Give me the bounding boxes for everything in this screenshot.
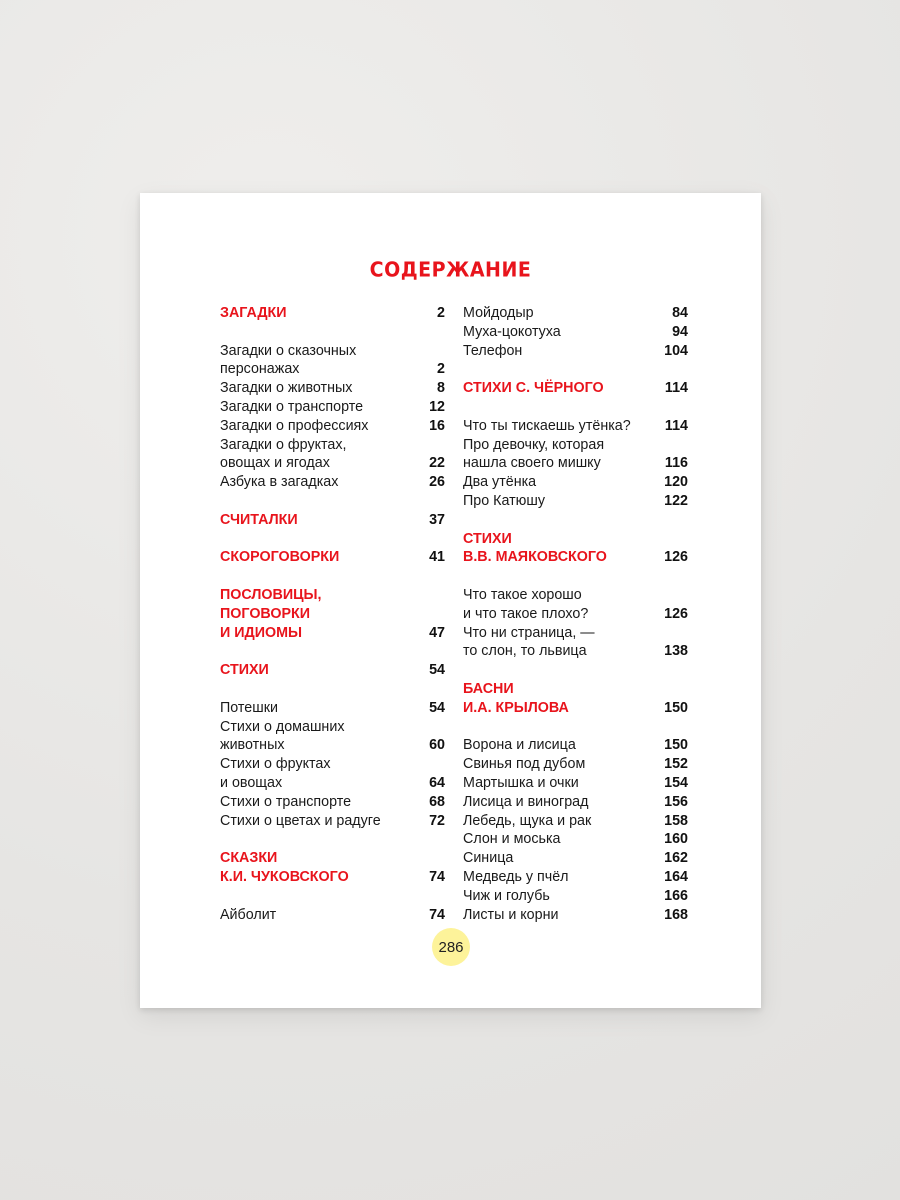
toc-label-line: Что ни страница, — [463, 624, 595, 641]
toc-entry-label [463, 830, 652, 849]
toc-page-number: 64 [429, 774, 445, 791]
toc-section-heading [220, 586, 445, 642]
toc-entry-label [463, 342, 652, 361]
toc-section-label [220, 511, 409, 530]
toc-entry-label [463, 774, 652, 793]
toc-spacer [220, 887, 445, 906]
toc-page-number: 138 [664, 643, 688, 660]
toc-entry [463, 436, 688, 474]
toc-entry [463, 304, 688, 323]
toc-entry [463, 774, 688, 793]
toc-page-number: 116 [664, 455, 688, 472]
toc-label-line: персонажах [220, 361, 300, 378]
toc-section-heading [463, 530, 688, 568]
toc-page-number: 74 [429, 868, 445, 885]
toc-entry-label [463, 812, 652, 831]
toc-page-number: 120 [664, 474, 688, 491]
toc-entry-label [463, 492, 652, 511]
toc-page-number: 54 [429, 662, 445, 679]
toc-entry [220, 718, 445, 756]
toc-right-column [463, 304, 688, 924]
toc-label-line: Чиж и голубь [463, 887, 550, 904]
toc-label-line: Загадки о профессиях [220, 417, 369, 434]
toc-label-line: СТИХИ С. ЧЁРНОГО [463, 380, 604, 397]
toc-entry [463, 830, 688, 849]
toc-page-number: 47 [429, 624, 445, 641]
toc-entry-label [220, 906, 409, 925]
toc-entry-label [463, 586, 652, 624]
toc-page-number: 164 [664, 868, 688, 885]
toc-label-line: Айболит [220, 906, 277, 923]
toc-label-line: Лебедь, щука и рак [463, 812, 592, 829]
toc-entry [463, 812, 688, 831]
toc-entry-label [220, 793, 409, 812]
toc-page-number: 22 [429, 455, 445, 472]
toc-label-line: Что такое хорошо [463, 586, 582, 603]
toc-entry-label [463, 624, 652, 662]
toc-section-label [220, 586, 409, 642]
toc-spacer [220, 642, 445, 661]
toc-label-line: Синица [463, 850, 514, 867]
toc-entry-label [463, 887, 652, 906]
toc-label-line: Свинья под дубом [463, 756, 586, 773]
toc-label-line: Медведь у пчёл [463, 868, 569, 885]
toc-entry [463, 323, 688, 342]
toc-label-line: Азбука в загадках [220, 474, 339, 491]
toc-entry-label [220, 417, 409, 436]
toc-entry-label [463, 793, 652, 812]
toc-section-heading [463, 379, 688, 398]
toc-page-number: 12 [429, 398, 445, 415]
toc-label-line: Лисица и виноград [463, 793, 589, 810]
toc-spacer [463, 718, 688, 737]
toc-page-number: 54 [429, 699, 445, 716]
toc-page-number: 154 [664, 774, 688, 791]
toc-label-line: животных [220, 737, 285, 754]
toc-page-number: 72 [429, 812, 445, 829]
toc-entry [220, 342, 445, 380]
toc-label-line: овощах и ягодах [220, 455, 330, 472]
toc-entry-label [463, 436, 652, 474]
toc-page-number: 160 [664, 831, 688, 848]
toc-page-number: 156 [664, 793, 688, 810]
toc-page-number: 104 [664, 342, 688, 359]
toc-label-line: СКОРОГОВОРКИ [220, 549, 340, 566]
toc-page-number: 84 [672, 305, 688, 321]
toc-entry-label [463, 473, 652, 492]
toc-label-line: Слон и моська [463, 831, 561, 848]
toc-page-number: 8 [437, 380, 445, 397]
book-page [140, 193, 761, 1008]
toc-entry [463, 624, 688, 662]
toc-label-line: Два утёнка [463, 474, 537, 491]
toc-spacer [463, 360, 688, 379]
toc-label-line: СТИХИ [463, 530, 512, 547]
toc-entry [220, 417, 445, 436]
toc-label-line: БАСНИ [463, 680, 514, 697]
toc-label-line: Загадки о сказочных [220, 342, 357, 359]
toc-label-line: Листы и корни [463, 906, 559, 923]
toc-page-number: 150 [664, 737, 688, 754]
toc-label-line: Про девочку, которая [463, 436, 605, 453]
toc-label-line: СЧИТАЛКИ [220, 511, 298, 528]
toc-page-number: 2 [437, 361, 445, 378]
toc-entry [463, 492, 688, 511]
toc-entry-label [463, 304, 652, 323]
toc-entry [220, 398, 445, 417]
toc-page-number: 2 [437, 305, 445, 321]
toc-entry [463, 736, 688, 755]
toc-label-line: И ИДИОМЫ [220, 624, 303, 641]
toc-entry-label [220, 473, 409, 492]
toc-entry-label [463, 906, 652, 925]
toc-section-heading [463, 680, 688, 718]
toc-section-heading [220, 661, 445, 680]
toc-entry [220, 436, 445, 474]
toc-entry [220, 755, 445, 793]
toc-label-line: Про Катюшу [463, 492, 546, 509]
toc-label-line: К.И. ЧУКОВСКОГО [220, 868, 349, 885]
toc-entry-label [463, 755, 652, 774]
toc-section-label [220, 548, 409, 567]
toc-entry-label [220, 398, 409, 417]
toc-entry [463, 887, 688, 906]
toc-entry [463, 849, 688, 868]
toc-entry-label [463, 417, 652, 436]
toc-spacer [463, 661, 688, 680]
toc-entry-label [220, 812, 409, 831]
toc-page-number: 37 [429, 511, 445, 528]
toc-page-number: 122 [664, 492, 688, 509]
toc-label-line: Стихи о транспорте [220, 793, 352, 810]
toc-label-line: В.В. МАЯКОВСКОГО [463, 549, 607, 566]
toc-label-line: Загадки о транспорте [220, 398, 364, 415]
toc-page-number: 26 [429, 474, 445, 491]
toc-section-heading [220, 548, 445, 567]
toc-entry [463, 755, 688, 774]
toc-label-line: Загадки о фруктах, [220, 436, 347, 453]
toc-label-line: и овощах [220, 774, 283, 791]
toc-spacer [463, 511, 688, 530]
toc-label-line: ЗАГАДКИ [220, 305, 287, 321]
toc-spacer [220, 530, 445, 549]
toc-label-line: И.А. КРЫЛОВА [463, 699, 569, 716]
page-title: СОДЕРЖАНИЕ [369, 258, 532, 282]
toc-spacer [220, 830, 445, 849]
toc-section-label [463, 530, 652, 568]
toc-entry [463, 868, 688, 887]
toc-page-number: 168 [664, 906, 688, 923]
toc-label-line: Телефон [463, 342, 523, 359]
toc-page-number: 150 [664, 699, 688, 716]
toc-spacer [463, 398, 688, 417]
toc-section-heading [220, 849, 445, 887]
toc-entry-label [220, 342, 409, 380]
toc-section-label [463, 680, 652, 718]
toc-page-number: 114 [664, 417, 688, 434]
toc-page-number: 166 [664, 887, 688, 904]
toc-label-line: ПОГОВОРКИ [220, 605, 311, 622]
toc-section-label [220, 849, 409, 887]
toc-entry-label [463, 849, 652, 868]
toc-label-line: Мартышка и очки [463, 774, 579, 791]
toc-spacer [220, 680, 445, 699]
toc-label-line: Стихи о фруктах [220, 756, 331, 773]
toc-label-line: Загадки о животных [220, 380, 353, 397]
toc-page-number: 41 [429, 549, 445, 566]
toc-entry-label [220, 436, 409, 474]
toc-entry-label [220, 699, 409, 718]
toc-left-column [220, 304, 445, 924]
toc-page-number: 16 [429, 417, 445, 434]
toc-spacer [220, 492, 445, 511]
toc-spacer [220, 323, 445, 342]
toc-page-number: 68 [429, 793, 445, 810]
toc-label-line: нашла своего мишку [463, 455, 601, 472]
toc-label-line: Стихи о домашних [220, 718, 345, 735]
toc-entry [220, 473, 445, 492]
toc-entry [463, 906, 688, 925]
toc-page-number: 162 [664, 850, 688, 867]
toc-entry [220, 906, 445, 925]
toc-label-line: ПОСЛОВИЦЫ, [220, 586, 322, 603]
toc-page-number: 60 [429, 737, 445, 754]
toc-entry-label [220, 379, 409, 398]
toc-spacer [463, 567, 688, 586]
toc-entry [220, 379, 445, 398]
toc-entry [220, 699, 445, 718]
toc-entry [463, 793, 688, 812]
toc-entry [463, 586, 688, 624]
toc-label-line: Потешки [220, 699, 278, 716]
toc-label-line: СТИХИ [220, 662, 269, 679]
toc-page-number: 126 [664, 605, 688, 622]
toc-page-number: 126 [664, 549, 688, 566]
toc-label-line: то слон, то львица [463, 643, 587, 660]
toc-section-heading [220, 511, 445, 530]
toc-entry-label [220, 755, 409, 793]
toc-label-line: Стихи о цветах и радуге [220, 812, 381, 829]
toc-spacer [220, 567, 445, 586]
toc-label-line: Мойдодыр [463, 305, 534, 321]
toc-section-heading [220, 304, 445, 323]
toc-label-line: и что такое плохо? [463, 605, 589, 622]
toc-page-number: 74 [429, 906, 445, 923]
toc-page-number: 94 [672, 323, 688, 340]
toc-page-number: 152 [664, 756, 688, 773]
toc-page-number: 158 [664, 812, 688, 829]
toc-entry [220, 793, 445, 812]
toc-entry [463, 473, 688, 492]
toc-entry [463, 342, 688, 361]
page-number-badge: 286 [432, 928, 470, 966]
toc-entry-label [463, 868, 652, 887]
toc-entry-label [220, 718, 409, 756]
toc-section-label [220, 661, 409, 680]
toc-label-line: Ворона и лисица [463, 737, 576, 754]
toc-entry [463, 417, 688, 436]
toc-label-line: СКАЗКИ [220, 850, 278, 867]
toc-entry [220, 812, 445, 831]
toc-entry-label [463, 323, 652, 342]
toc-page-number: 114 [664, 380, 688, 397]
toc-entry-label [463, 736, 652, 755]
toc-label-line: Муха-цокотуха [463, 323, 561, 340]
toc-section-label [220, 304, 409, 323]
toc-section-label [463, 379, 652, 398]
toc-label-line: Что ты тискаешь утёнка? [463, 417, 631, 434]
